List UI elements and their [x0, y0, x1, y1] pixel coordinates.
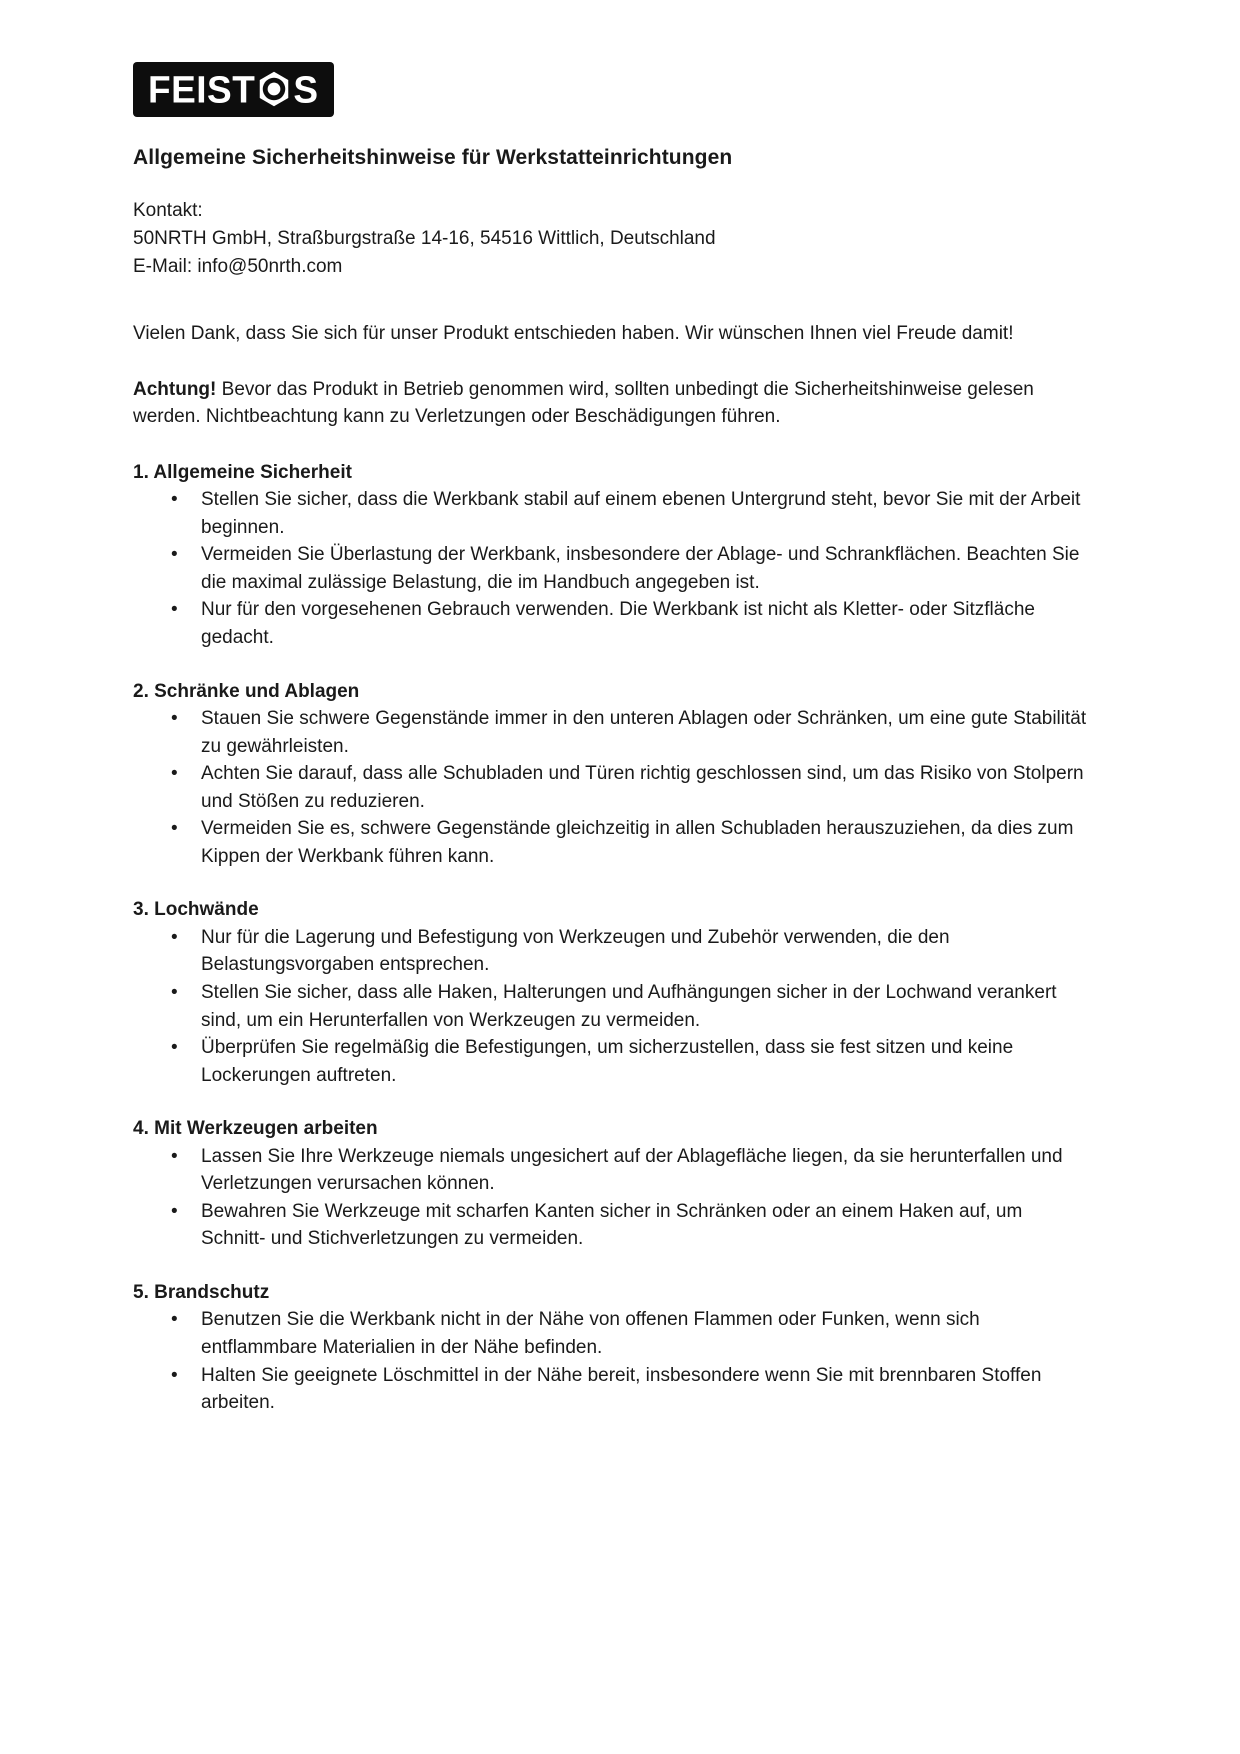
bullet-list: [133, 486, 1090, 651]
bullet-list: [133, 924, 1090, 1089]
list-item: • Lassen Sie Ihre Werkzeuge niemals ungesichert auf der Ablagefläche liegen, da sie herunterfallen und Verletzungen verursachen können.: [171, 1143, 1090, 1198]
list-item: • Stellen Sie sicher, dass die Werkbank stabil auf einem ebenen Untergrund steht, bevor Sie mit der Arbeit beginnen.: [171, 486, 1090, 541]
list-item: • Halten Sie geeignete Löschmittel in der Nähe bereit, insbesondere wenn Sie mit brennbaren Stoffen arbeiten.: [171, 1362, 1090, 1417]
warning-lead: Achtung!: [133, 378, 217, 400]
list-item: • Stauen Sie schwere Gegenstände immer in den unteren Ablagen oder Schränken, um eine gute Stabilität zu gewährleisten.: [171, 705, 1090, 760]
list-item: • Stellen Sie sicher, dass alle Haken, Halterungen und Aufhängungen sicher in der Lochwand verankert sind, um ein Herunterfallen von Werkzeugen zu vermeiden.: [171, 979, 1090, 1034]
section-lochwaende: [133, 896, 1090, 1089]
intro-paragraph: Vielen Dank, dass Sie sich für unser Produkt entschieden haben. Wir wünschen Ihnen viel Freude damit!: [133, 323, 1014, 345]
list-item: • Überprüfen Sie regelmäßig die Befestigungen, um sicherzustellen, dass sie fest sitzen und keine Lockerungen auftreten.: [171, 1034, 1090, 1089]
logo-text-left: FEIST: [148, 68, 256, 110]
hex-nut-icon: [256, 70, 292, 108]
list-item: • Benutzen Sie die Werkbank nicht in der Nähe von offenen Flammen oder Funken, wenn sich entflammbare Materialien in der Nähe befinden.: [171, 1306, 1090, 1361]
warning-paragraph: [133, 376, 1088, 431]
feistos-logo: [133, 62, 334, 117]
bullet-list: [133, 1143, 1090, 1253]
list-item: • Nur für die Lagerung und Befestigung von Werkzeugen und Zubehör verwenden, die den Belastungsvorgaben entsprechen.: [171, 924, 1090, 979]
section-schraenke-und-ablagen: [133, 678, 1090, 871]
section-heading: 5. Brandschutz: [133, 1281, 270, 1303]
bullet-list: [133, 1306, 1090, 1416]
section-heading: 3. Lochwände: [133, 899, 259, 921]
contact-block: [133, 197, 1090, 280]
section-allgemeine-sicherheit: [133, 459, 1090, 652]
logo-text-right: S: [293, 68, 319, 110]
list-item: • Achten Sie darauf, dass alle Schubladen und Türen richtig geschlossen sind, um das Risiko von Stolpern und Stößen zu reduzieren.: [171, 760, 1090, 815]
list-item: • Vermeiden Sie es, schwere Gegenstände gleichzeitig in allen Schubladen herauszuziehen, da dies zum Kippen der Werkbank führen kann.: [171, 815, 1090, 870]
section-brandschutz: [133, 1279, 1090, 1417]
section-heading: 2. Schränke und Ablagen: [133, 680, 360, 702]
section-mit-werkzeugen-arbeiten: [133, 1115, 1090, 1253]
contact-label: Kontakt:: [133, 200, 203, 222]
page-title: Allgemeine Sicherheitshinweise für Werkstatteinrichtungen: [133, 146, 733, 169]
list-item: • Bewahren Sie Werkzeuge mit scharfen Kanten sicher in Schränken oder an einem Haken auf, um Schnitt- und Stichverletzungen zu vermeiden.: [171, 1198, 1090, 1253]
list-item: • Vermeiden Sie Überlastung der Werkbank, insbesondere der Ablage- und Schrankflächen. Beachten Sie die maximal zulässige Belastung, die im Handbuch angegeben ist.: [171, 541, 1090, 596]
contact-address: 50NRTH GmbH, Straßburgstraße 14-16, 54516 Wittlich, Deutschland: [133, 227, 716, 249]
list-item: • Nur für den vorgesehenen Gebrauch verwenden. Die Werkbank ist nicht als Kletter- oder Sitzfläche gedacht.: [171, 596, 1090, 651]
warning-text: Bevor das Produkt in Betrieb genommen wird, sollten unbedingt die Sicherheitshinweise gelesen werden. Nichtbeachtung kann zu Verletzungen oder Beschädigungen führen.: [133, 378, 1034, 428]
section-heading: 4. Mit Werkzeugen arbeiten: [133, 1118, 378, 1140]
contact-email: E-Mail: info@50nrth.com: [133, 255, 343, 277]
bullet-list: [133, 705, 1090, 870]
section-heading: 1. Allgemeine Sicherheit: [133, 461, 352, 483]
